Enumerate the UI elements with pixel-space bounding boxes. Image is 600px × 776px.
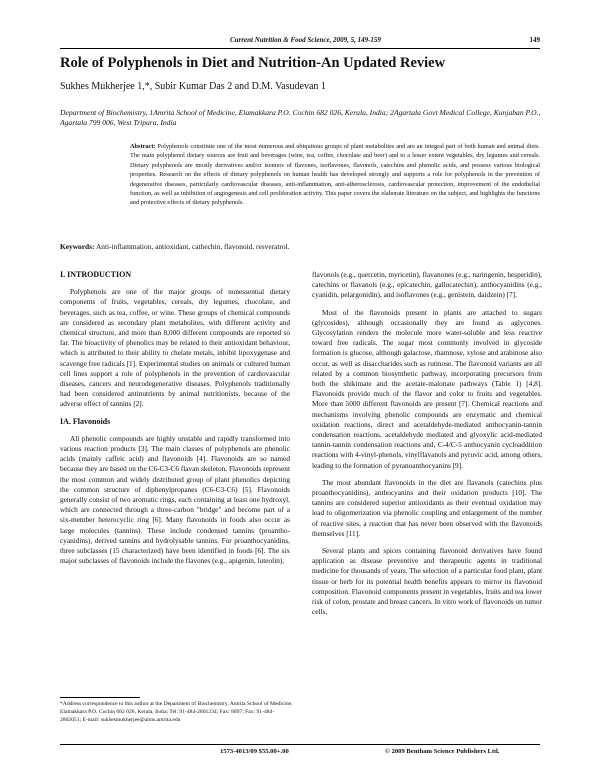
left-column bbox=[60, 270, 290, 566]
journal-citation: Current Nutrition & Food Science, 2009, 5, 149-159 bbox=[230, 36, 381, 44]
running-header bbox=[60, 36, 540, 48]
abstract-block bbox=[130, 142, 540, 208]
footnote-rule bbox=[60, 697, 140, 698]
copyright-notice: © 2009 Bentham Science Publishers Ltd. bbox=[385, 748, 500, 755]
paragraph: Several plants and spices containing flavonoid derivatives have found application as disease preventive and therapeutic agents in traditional medicine for thousands of years. The selection of a particular food plant, plant tissue or herb for its potential health benefits appears to mirror its flavonoid composition. Flavonoid components present in vegetables, fruits and tea lower risk of colon, prostate and breast cancers. In vitro work of flavonoids on tumor cells, bbox=[312, 546, 542, 617]
paragraph: Most of the flavonoids present in plants are attached to sugars (glycosides), although occasionally they are found as aglycones. Glycosylation renders the molecule more water-soluble and less reactive toward free radicals. The sugar most commonly involved in glycoside formation is glucose, although galactose, rhamnose, xylose and arabinose also occur, as well as disaccharides such as rutinose. The flavonoid variants are all related by a common biosynthetic pathway, incorporating precursors from both the shikimate and the acetate-malonate pathways (Table 1) [4,8]. Flavonoids provide much of the flavor and color to fruits and vegetables. More than 5000 different flavonoids are present [7]. Chemical reactions and mechanisms involving phenolic compounds are enzymatic and chemical oxidation reactions, direct and acetaldehyde-mediated anthocyanin-tannin condensation reactions, acetaldehyde mediated and glyoxylic acid-mediated tannin-tannin condensation reactions and, C-4/C-5 anthocyanin cycloaddition reactions with 4-vinyl-phenols, vinylflavanols and pyruvic acid, among others, leading to the formation of pyranoanthocyanins [9]. bbox=[312, 307, 543, 470]
abstract-text: Polyphenols constitute one of the most numerous and ubiquitous groups of plant metabolites and are an integral part of both human and animal diets. The main polyphenol dietary sources are fruit and beverages (wine, tea, coffee, chocolate and beer) and to a lesser extent vegetables, dry legumes and cereals. Dietary polyphenols are mostly derivatives and/or isomers of flavones, isoflavones, flavonols, catechins and phenolic acids, and possess various biological properties. Research on the effects of dietary polyphenols on human health has developed strongly and supports a role for polyphenols in the prevention of degenerative diseases, particularly cardiovascular diseases, anti-inflammation, anti-atherosclerosis, cardiovascular protection, improvement of the endothelial function, as well as inhibition of angiogenesis and cell proliferation activity. This paper covers the elaborate literature on the subject, and highlights the functions and protective effects of dietary polyphenols. bbox=[130, 143, 541, 207]
paragraph: flavonols (e.g., quercetin, myricetin), flavanones (e.g., naringenin, hesperidin), catechins or flavanols (e.g., epicatechin, gallocatechin), anthocyanidins (e.g., cyanidin, pelargonidin), and isoflavones (e.g., genistein, daidzein) [7]. bbox=[312, 270, 542, 300]
paragraph: The most abundant flavonoids in the diet are flavanols (catechins plus proanthocyanidins), anthocyanins and their oxidation products [10]. The tannins are considered superior antioxidants as their eventual oxidation may lead to oligomerization via phenolic coupling and enlargement of the number of reactive sites, a reaction that has never been observed with the flavonoids themselves [11]. bbox=[312, 477, 542, 538]
footer-rule bbox=[60, 744, 540, 745]
author-list: Sukhes Mukherjee 1,*, Subir Kumar Das 2 and D.M. Vasudevan 1 bbox=[60, 81, 326, 92]
issn-price: 1573-4013/09 $55.00+.00 bbox=[220, 748, 289, 755]
header-rule bbox=[60, 48, 540, 49]
correspondence-footnote: *Address correspondence to this author at the Department of Biochemistry, Amrita School of Medicine, Elamakkara P.O. Cochin 682 026, Kerala, India; Tel: 91-484-2801234; Fax: 8097; Fax: 91-484-2802051; E-mail: sukhesmukherjee@aims.amrita.edu bbox=[60, 701, 293, 723]
section-heading-introduction: I. INTRODUCTION bbox=[60, 270, 132, 279]
paragraph: Polyphenols are one of the major groups of nonessential dietary components of fruits, vegetables, cereals, dry legumes, chocolate, and beverages, such as tea, coffee, or wine. These groups of chemical compounds are considered as secondary plant metabolites, with different activity and chemical structure, and more than 8,000 different compounds are reported so far. The bioactivity of phenolics may be related to their antioxidant behaviour, which is attributed to their ability to chelate metals, inhibit lipoxygenase and scavenge free radicals [1]. Experimental studies on animals or cultured human cell lines support a role of polyphenols in the prevention of cardiovascular diseases, cancers and neurodegenerative diseases. Polyphenols traditionally had been considered antinutrients by animal nutritionists, because of the adverse effect of tannins [2]. bbox=[60, 287, 290, 409]
keywords-text: Anti-inflammation, antioxidant, cathechin, flavonoid, resveratrol. bbox=[95, 242, 290, 251]
affiliations: Department of Biochemistry, 1Amrita School of Medicine, Elamakkara P.O. Cochin 682 026, Kerala, India; 2Agartala Govt Medical College, Kunjaban P.O., Agartala 799 006, West Tripura, India bbox=[60, 108, 541, 127]
subsection-heading-flavonoids: IA. Flavonoids bbox=[60, 416, 111, 426]
paper-title: Role of Polyphenols in Diet and Nutrition-An Updated Review bbox=[60, 55, 446, 71]
right-column bbox=[312, 270, 542, 618]
page-number: 149 bbox=[529, 36, 540, 44]
paragraph: All phenolic compounds are highly unstable and rapidly transformed into various reaction products [3]. The main classes of polyphenols are phenolic acids (mainly caffeic acid) and flavonoids [4]. Flavonoids are so named because they are based on the C6-C3-C6 flavan skeleton. Flavonoids represent the most common and widely distributed group of plant phenolics depicting the common structure of diphenylpropanes (C6-C3-C6) [5]. Flavonoids generally consist of two aromatic rings, each containing at least one hydroxyl, which are connected through a three-carbon "bridge" and become part of a six-member heterocyclic ring [6]. Many flavonoids in foods also occur as large molecules (tannins). These include condensed tannins (proantho-cyanidins), derived tannins and hydrolysable tannins. For proanthocyanidins, three subclasses (15 characterized) have been identified in foods [6]. The six major subclasses of flavonoids include the flavones (e.g., apigenin, luteolin), bbox=[60, 433, 290, 566]
abstract-label: Abstract: bbox=[130, 143, 156, 150]
keywords-label: Keywords: bbox=[60, 242, 95, 251]
keywords-line bbox=[60, 242, 540, 251]
